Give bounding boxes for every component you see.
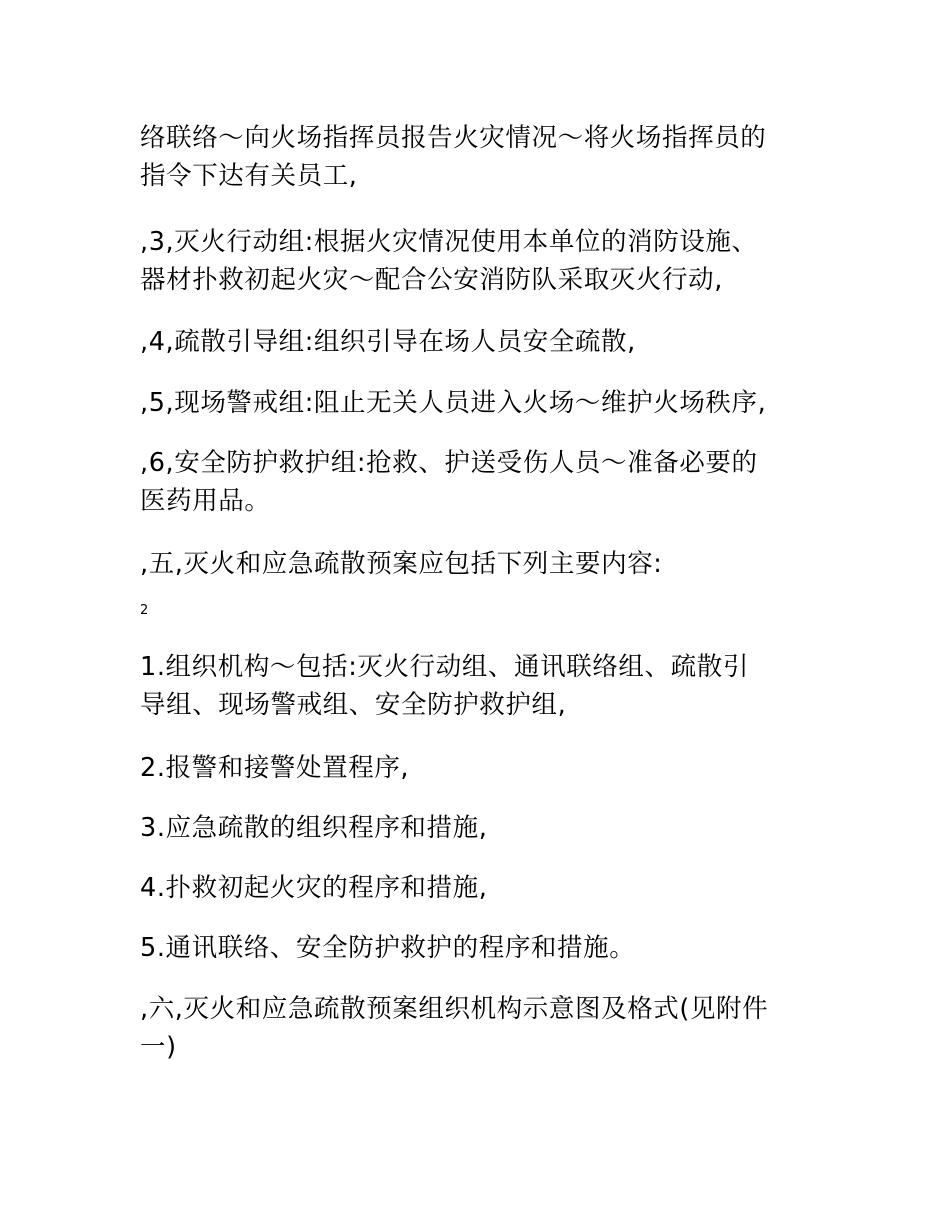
list-item-alarm-procedure: 2.报警和接警处置程序, — [140, 753, 410, 783]
list-item-communication-procedure: 5.通讯联络、安全防护救护的程序和措施。 — [140, 933, 636, 963]
paragraph-security-group: ,5,现场警戒组:阻止无关人员进入火场～维护火场秩序, — [140, 388, 767, 418]
page-number: 2 — [140, 603, 149, 618]
section-five-heading: ,五,灭火和应急疏散预案应包括下列主要内容: — [140, 549, 663, 579]
section-six-heading: ,六,灭火和应急疏散预案组织机构示意图及格式(见附件 一) — [140, 994, 769, 1062]
list-item-evacuation-procedure: 3.应急疏散的组织程序和措施, — [140, 813, 488, 843]
paragraph-communication-duty: 络联络～向火场指挥员报告火灾情况～将火场指挥员的 指令下达有关员工, — [140, 123, 767, 191]
list-item-organization: 1.组织机构～包括:灭火行动组、通讯联络组、疏散引 导组、现场警戒组、安全防护救护组, — [140, 652, 749, 720]
paragraph-fire-action-group: ,3,灭火行动组:根据火灾情况使用本单位的消防设施、 器材扑救初起火灾～配合公安消防队采取灭火行动, — [140, 227, 758, 295]
list-item-firefighting-procedure: 4.扑救初起火灾的程序和措施, — [140, 873, 488, 903]
paragraph-rescue-group: ,6,安全防护救护组:抢救、护送受伤人员～准备必要的 医药用品。 — [140, 448, 758, 516]
paragraph-evacuation-group: ,4,疏散引导组:组织引导在场人员安全疏散, — [140, 327, 636, 357]
